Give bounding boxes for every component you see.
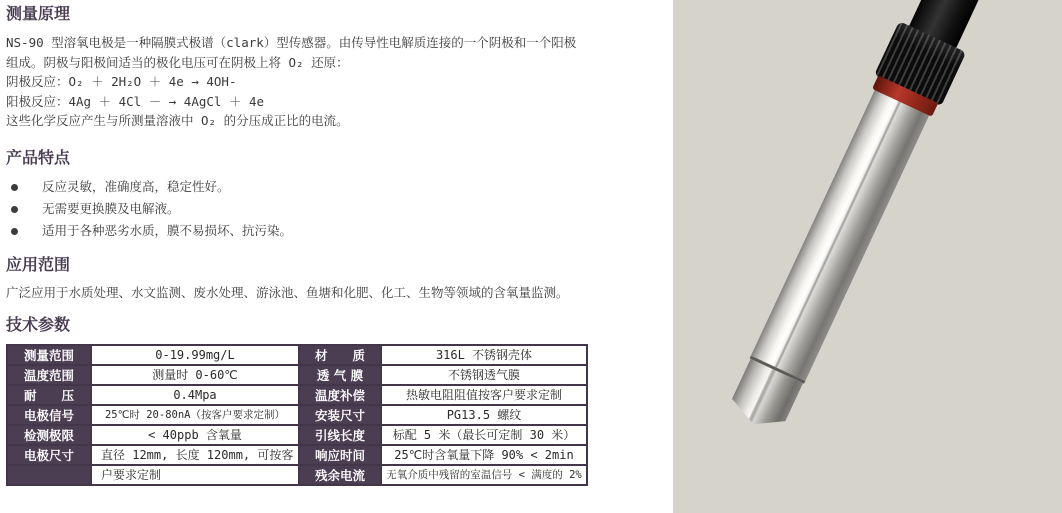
section-title-application: 应用范围 (6, 254, 71, 274)
feature-text: 无需要更换膜及电解液。 (42, 200, 180, 216)
spec-value: 25℃时含氧量下降 90% < 2min (381, 445, 587, 465)
spec-label: 温度范围 (7, 365, 91, 385)
spec-label: 温度补偿 (299, 385, 381, 405)
table-row (7, 445, 587, 465)
spec-value: PG13.5 螺纹 (381, 405, 587, 425)
spec-value: 0.4Mpa (91, 385, 299, 405)
spec-label: 电极尺寸 (7, 445, 91, 465)
spec-value: 不锈钢透气膜 (381, 365, 587, 385)
spec-value: 316L 不锈钢壳体 (381, 345, 587, 365)
spec-value: 0-19.99mg/L (91, 345, 299, 365)
list-item (6, 220, 666, 242)
spec-value: 热敏电阻阻值按客户要求定制 (381, 385, 587, 405)
table-row (7, 385, 587, 405)
section-technical-parameters (6, 314, 666, 486)
table-row (7, 405, 587, 425)
feature-text: 适用于各种恶劣水质，膜不易损坏、抗污染。 (42, 222, 293, 238)
list-item (6, 198, 666, 220)
spec-label: 响应时间 (299, 445, 381, 465)
table-row (7, 345, 587, 365)
spec-label: 电极信号 (7, 405, 91, 425)
spec-label: 透 气 膜 (299, 365, 381, 385)
spec-label: 检测极限 (7, 425, 91, 445)
section-measurement-principle (6, 3, 666, 131)
spec-label: 材 质 (299, 345, 381, 365)
section-title-principle: 测量原理 (6, 4, 71, 23)
spec-value: 户要求定制 (91, 465, 299, 485)
spec-label: 测量范围 (7, 345, 91, 365)
do-electrode-probe (708, 0, 1011, 459)
spec-label: 耐 压 (7, 385, 91, 405)
datasheet-content (6, 3, 666, 486)
probe-steel-body (751, 87, 930, 381)
principle-line-anode-reaction: 阳极反应：4Ag ＋ 4Cl － → 4AgCl ＋ 4e (6, 93, 265, 109)
product-photo (673, 0, 1062, 513)
section-product-features (6, 147, 666, 242)
section-application-range (6, 254, 666, 302)
spec-label: 安装尺寸 (299, 405, 381, 425)
spec-label: 引线长度 (299, 425, 381, 445)
spec-label-empty (7, 465, 91, 485)
feature-list (6, 176, 666, 242)
principle-line: 组成。阴极与阳极间适当的极化电压可在阴极上将 O₂ 还原： (6, 54, 349, 70)
section-title-features: 产品特点 (6, 147, 71, 167)
spec-value: 无氧介质中残留的室温信号 < 满度的 2% (381, 465, 587, 485)
principle-line: 这些化学反应产生与所测量溶液中 O₂ 的分压成正比的电流。 (6, 113, 349, 128)
principle-paragraph (6, 33, 666, 131)
table-row (7, 365, 587, 385)
application-text: 广泛应用于水质处理、水文监测、废水处理、游泳池、鱼塘和化肥、化工、生物等领域的含氧量监测。 (6, 284, 569, 300)
section-title-specs: 技术参数 (6, 314, 71, 334)
feature-text: 反应灵敏，准确度高，稳定性好。 (42, 178, 230, 194)
bullet-icon (11, 184, 18, 191)
principle-line: NS-90 型溶氧电极是一种隔膜式极谱（clark）型传感器。由传导性电解质连接的一个阴极和一个阳极 (6, 35, 577, 50)
spec-value: < 40ppb 含氧量 (91, 425, 299, 445)
table-row (7, 425, 587, 445)
bullet-icon (11, 228, 18, 235)
bullet-icon (11, 206, 18, 213)
spec-table (6, 344, 588, 486)
spec-value: 标配 5 米（最长可定制 30 米） (381, 425, 587, 445)
spec-label: 残余电流 (299, 465, 381, 485)
spec-value: 测量时 0-60℃ (91, 365, 299, 385)
principle-line-cathode-reaction: 阴极反应：O₂ ＋ 2H₂O ＋ 4e → 4OH- (6, 74, 237, 89)
spec-value: 25℃时 20-80nA（按客户要求定制） (91, 405, 299, 425)
spec-value: 直径 12mm, 长度 120mm, 可按客 (91, 445, 299, 465)
table-row (7, 465, 587, 485)
list-item (6, 176, 666, 198)
